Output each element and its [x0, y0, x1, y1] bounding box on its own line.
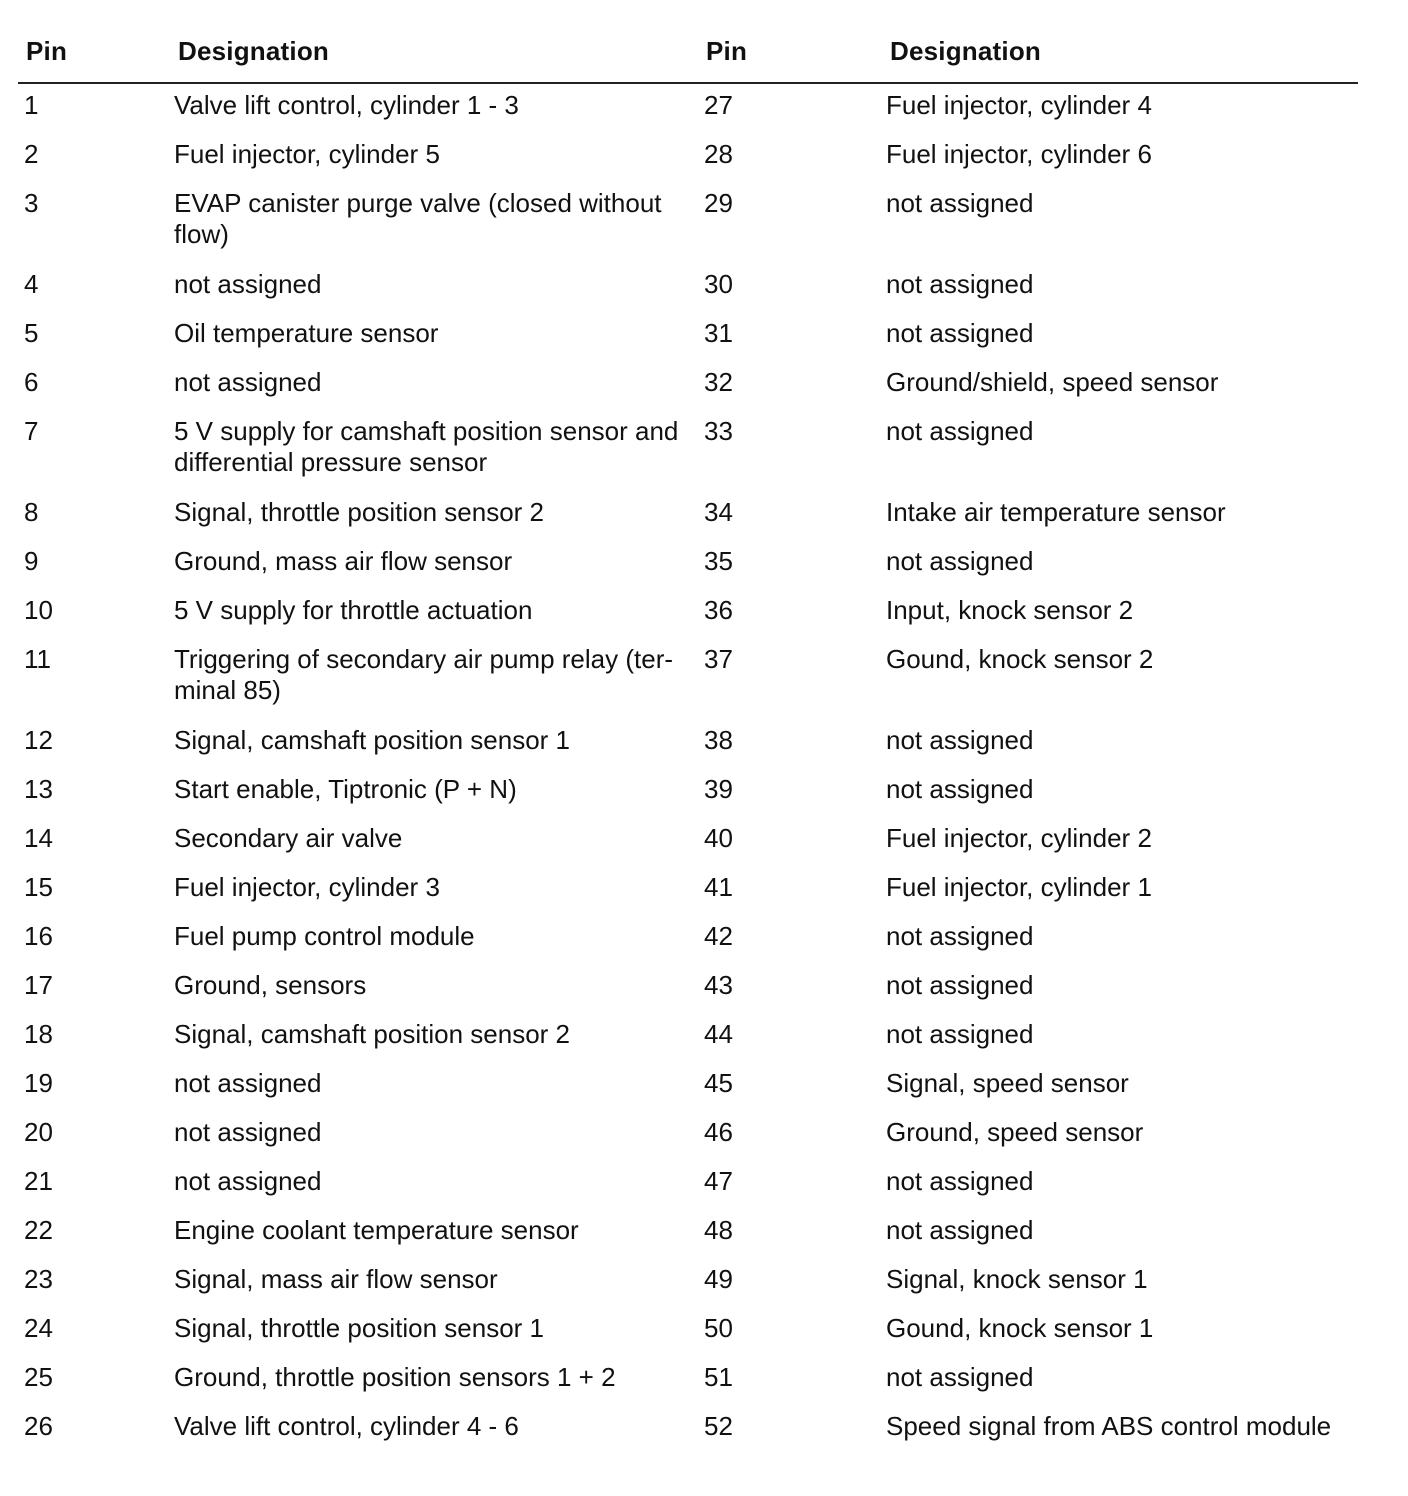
pin-left-cell: 10	[24, 595, 53, 625]
pin-right-cell: 32	[704, 367, 733, 397]
designation-left-cell: Signal, throttle position sensor 2	[174, 497, 544, 527]
pin-left-cell: 5	[24, 318, 39, 348]
designation-left-cell: not assigned	[174, 1068, 322, 1098]
pin-left-cell: 4	[24, 269, 39, 299]
designation-right-cell: Ground, speed sensor	[886, 1117, 1144, 1147]
pin-left-cell: 14	[24, 823, 53, 853]
pin-left-cell: 19	[24, 1068, 53, 1098]
table-row	[18, 316, 1358, 365]
designation-left-cell: 5 V supply for camshaft position sensor and differential pressure sensor	[174, 416, 679, 477]
pin-left-cell: 13	[24, 774, 53, 804]
table-header	[18, 30, 1358, 84]
designation-right-cell: not assigned	[886, 318, 1034, 348]
designation-right-cell: Signal, knock sensor 1	[886, 1264, 1148, 1294]
designation-right-cell: Input, knock sensor 2	[886, 595, 1134, 625]
pin-right-cell: 33	[704, 416, 733, 446]
designation-left-cell: Secondary air valve	[174, 823, 403, 853]
designation-right-cell: not assigned	[886, 774, 1034, 804]
pin-left-cell: 7	[24, 416, 39, 446]
pin-left-cell: 16	[24, 921, 53, 951]
pin-right-cell: 27	[704, 90, 733, 120]
table-row	[18, 772, 1358, 821]
table-row	[18, 642, 1358, 723]
pin-left-cell: 9	[24, 546, 39, 576]
header-designation-left: Designation	[178, 36, 329, 66]
pin-right-cell: 35	[704, 546, 733, 576]
designation-left-cell: Signal, mass air flow sensor	[174, 1264, 498, 1294]
table-row	[18, 1311, 1358, 1360]
table-row	[18, 1360, 1358, 1409]
designation-left-cell: Signal, camshaft position sensor 2	[174, 1019, 570, 1049]
pin-right-cell: 43	[704, 970, 733, 1000]
designation-left-cell: Oil temperature sensor	[174, 318, 439, 348]
table-row	[18, 544, 1358, 593]
table-row	[18, 414, 1358, 495]
pin-right-cell: 29	[704, 188, 733, 218]
pin-left-cell: 20	[24, 1117, 53, 1147]
pin-left-cell: 11	[24, 644, 51, 674]
table-row	[18, 1213, 1358, 1262]
pin-left-cell: 22	[24, 1215, 53, 1245]
pin-left-cell: 17	[24, 970, 53, 1000]
table-row	[18, 870, 1358, 919]
pin-left-cell: 8	[24, 497, 39, 527]
table-body	[18, 88, 1358, 1458]
header-designation-right: Designation	[890, 36, 1041, 66]
table-row	[18, 1017, 1358, 1066]
pin-left-cell: 12	[24, 725, 53, 755]
designation-right-cell: Intake air temperature sensor	[886, 497, 1226, 527]
pin-right-cell: 52	[704, 1411, 733, 1441]
designation-right-cell: not assigned	[886, 1019, 1034, 1049]
pin-right-cell: 42	[704, 921, 733, 951]
pin-right-cell: 36	[704, 595, 733, 625]
pin-left-cell: 26	[24, 1411, 53, 1441]
table-row	[18, 495, 1358, 544]
table-row	[18, 919, 1358, 968]
pin-right-cell: 51	[704, 1362, 733, 1392]
table-row	[18, 186, 1358, 267]
designation-right-cell: Signal, speed sensor	[886, 1068, 1129, 1098]
pin-left-cell: 25	[24, 1362, 53, 1392]
table-row	[18, 137, 1358, 186]
designation-left-cell: Fuel pump control module	[174, 921, 475, 951]
pin-left-cell: 24	[24, 1313, 53, 1343]
designation-left-cell: Valve lift control, cylinder 1 - 3	[174, 90, 519, 120]
pin-right-cell: 34	[704, 497, 733, 527]
designation-right-cell: not assigned	[886, 921, 1034, 951]
designation-left-cell: Signal, throttle position sensor 1	[174, 1313, 544, 1343]
pin-left-cell: 15	[24, 872, 53, 902]
designation-left-cell: Ground, sensors	[174, 970, 367, 1000]
pin-left-cell: 18	[24, 1019, 53, 1049]
pin-right-cell: 37	[704, 644, 733, 674]
designation-left-cell: Ground, mass air flow sensor	[174, 546, 513, 576]
designation-left-cell: not assigned	[174, 367, 322, 397]
designation-right-cell: Fuel injector, cylinder 4	[886, 90, 1152, 120]
table-row	[18, 723, 1358, 772]
table-row	[18, 365, 1358, 414]
pin-left-cell: 3	[24, 188, 39, 218]
designation-left-cell: Engine coolant temperature sensor	[174, 1215, 579, 1245]
pin-right-cell: 40	[704, 823, 733, 853]
designation-left-cell: Signal, camshaft position sensor 1	[174, 725, 570, 755]
designation-right-cell: Fuel injector, cylinder 2	[886, 823, 1152, 853]
pin-right-cell: 44	[704, 1019, 733, 1049]
designation-left-cell: Ground, throttle position sensors 1 + 2	[174, 1362, 616, 1392]
designation-right-cell: not assigned	[886, 725, 1034, 755]
designation-right-cell: not assigned	[886, 546, 1034, 576]
table-row	[18, 593, 1358, 642]
pin-right-cell: 47	[704, 1166, 733, 1196]
designation-right-cell: not assigned	[886, 269, 1034, 299]
designation-left-cell: Valve lift control, cylinder 4 - 6	[174, 1411, 519, 1441]
pin-right-cell: 49	[704, 1264, 733, 1294]
table-row	[18, 968, 1358, 1017]
pin-right-cell: 48	[704, 1215, 733, 1245]
header-pin-right: Pin	[706, 36, 748, 66]
designation-left-cell: not assigned	[174, 1166, 322, 1196]
header-pin-left: Pin	[26, 36, 68, 66]
pin-right-cell: 50	[704, 1313, 733, 1343]
table-row	[18, 821, 1358, 870]
pin-right-cell: 41	[704, 872, 733, 902]
designation-right-cell: not assigned	[886, 1215, 1034, 1245]
pin-right-cell: 38	[704, 725, 733, 755]
pin-left-cell: 6	[24, 367, 39, 397]
designation-right-cell: Fuel injector, cylinder 6	[886, 139, 1152, 169]
table-row	[18, 267, 1358, 316]
pin-right-cell: 31	[704, 318, 733, 348]
designation-right-cell: not assigned	[886, 1362, 1034, 1392]
pin-left-cell: 23	[24, 1264, 53, 1294]
pin-left-cell: 1	[24, 90, 39, 120]
table-row	[18, 1115, 1358, 1164]
table-row	[18, 1262, 1358, 1311]
designation-right-cell: Speed signal from ABS control module	[886, 1411, 1332, 1441]
table-row	[18, 1164, 1358, 1213]
designation-left-cell: Start enable, Tiptronic (P + N)	[174, 774, 517, 804]
designation-right-cell: Gound, knock sensor 1	[886, 1313, 1154, 1343]
designation-left-cell: not assigned	[174, 269, 322, 299]
designation-right-cell: not assigned	[886, 416, 1034, 446]
table-row	[18, 1409, 1358, 1458]
designation-right-cell: Fuel injector, cylinder 1	[886, 872, 1152, 902]
pin-left-cell: 2	[24, 139, 39, 169]
designation-left-cell: Triggering of secondary air pump relay (ter- minal 85)	[174, 644, 674, 705]
table-row	[18, 88, 1358, 137]
designation-left-cell: Fuel injector, cylinder 5	[174, 139, 440, 169]
table-row	[18, 1066, 1358, 1115]
designation-right-cell: not assigned	[886, 1166, 1034, 1196]
designation-right-cell: not assigned	[886, 188, 1034, 218]
designation-right-cell: Gound, knock sensor 2	[886, 644, 1154, 674]
designation-left-cell: EVAP canister purge valve (closed without flow)	[174, 188, 662, 249]
pin-assignment-table	[18, 30, 1358, 1458]
pin-right-cell: 30	[704, 269, 733, 299]
designation-left-cell: not assigned	[174, 1117, 322, 1147]
designation-right-cell: not assigned	[886, 970, 1034, 1000]
pin-right-cell: 28	[704, 139, 733, 169]
designation-right-cell: Ground/shield, speed sensor	[886, 367, 1219, 397]
pin-left-cell: 21	[24, 1166, 53, 1196]
pin-right-cell: 46	[704, 1117, 733, 1147]
designation-left-cell: Fuel injector, cylinder 3	[174, 872, 440, 902]
pin-right-cell: 39	[704, 774, 733, 804]
designation-left-cell: 5 V supply for throttle actuation	[174, 595, 533, 625]
pin-right-cell: 45	[704, 1068, 733, 1098]
